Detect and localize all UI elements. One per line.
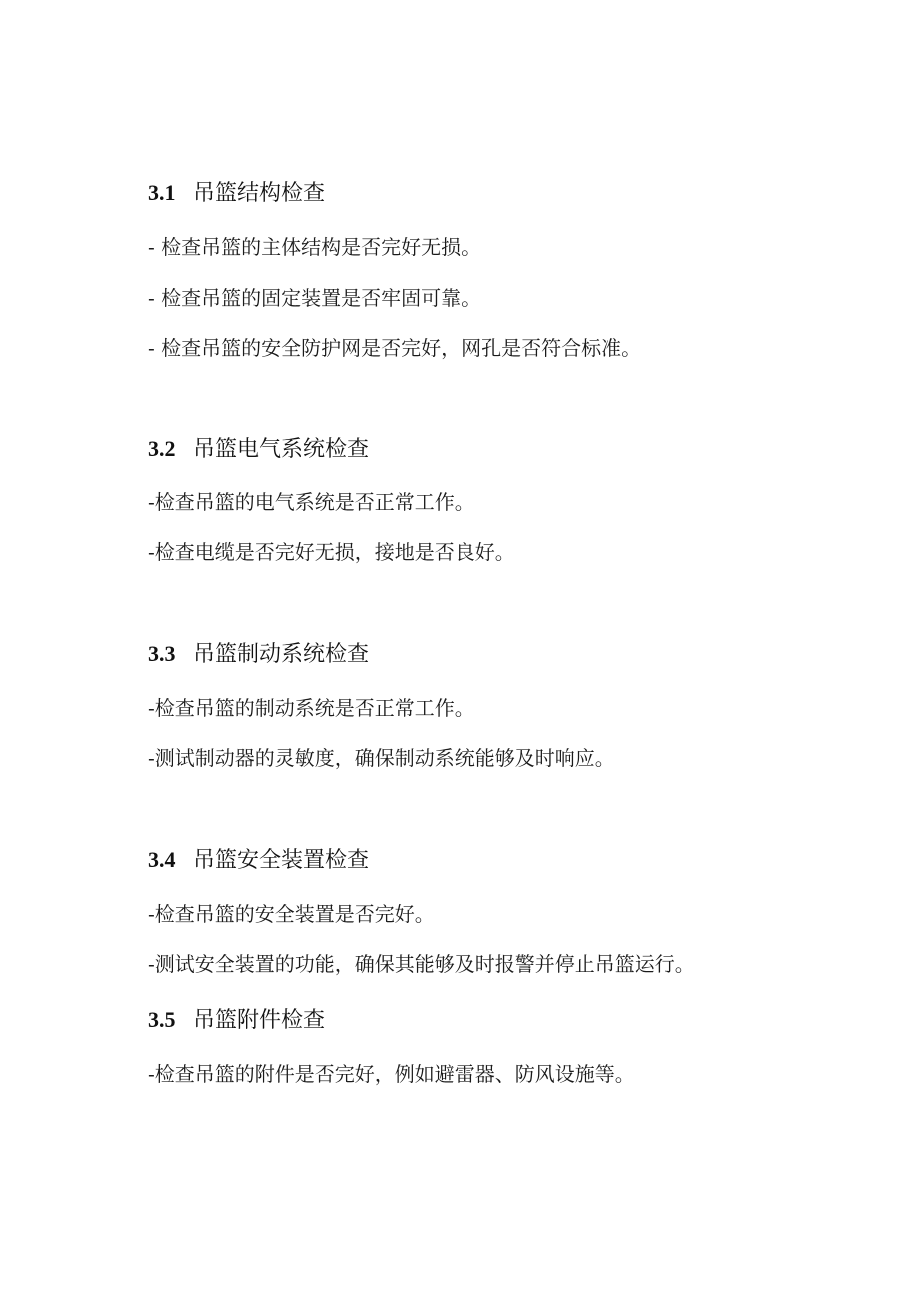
section-heading-3-5 bbox=[148, 1003, 325, 1034]
list-item: - 检查吊篮的安全防护网是否完好，网孔是否符合标准。 bbox=[148, 336, 642, 360]
list-item: - 检查吊篮的固定装置是否牢固可靠。 bbox=[148, 286, 482, 310]
section-number: 3.4 bbox=[148, 847, 176, 872]
list-item: -检查电缆是否完好无损，接地是否良好。 bbox=[148, 540, 515, 564]
list-item: -测试安全装置的功能，确保其能够及时报警并停止吊篮运行。 bbox=[148, 952, 695, 976]
section-number: 3.5 bbox=[148, 1007, 176, 1032]
section-title: 吊篮安全装置检查 bbox=[193, 848, 370, 873]
section-number: 3.3 bbox=[148, 641, 176, 666]
section-number: 3.2 bbox=[148, 436, 176, 461]
list-item: - 检查吊篮的主体结构是否完好无损。 bbox=[148, 235, 482, 259]
section-number: 3.1 bbox=[148, 180, 176, 205]
list-item: -检查吊篮的制动系统是否正常工作。 bbox=[148, 696, 475, 720]
list-item: -检查吊篮的安全装置是否完好。 bbox=[148, 902, 435, 926]
section-title: 吊篮电气系统检查 bbox=[193, 437, 370, 462]
section-heading-3-2 bbox=[148, 432, 369, 463]
section-title: 吊篮附件检查 bbox=[193, 1008, 326, 1033]
list-item: -检查吊篮的电气系统是否正常工作。 bbox=[148, 490, 475, 514]
list-item: -测试制动器的灵敏度，确保制动系统能够及时响应。 bbox=[148, 746, 615, 770]
section-title: 吊篮制动系统检查 bbox=[193, 642, 370, 667]
list-item: -检查吊篮的附件是否完好，例如避雷器、防风设施等。 bbox=[148, 1062, 635, 1086]
section-heading-3-4 bbox=[148, 843, 369, 874]
section-heading-3-1 bbox=[148, 176, 325, 207]
section-heading-3-3 bbox=[148, 637, 369, 668]
section-title: 吊篮结构检查 bbox=[193, 181, 326, 206]
